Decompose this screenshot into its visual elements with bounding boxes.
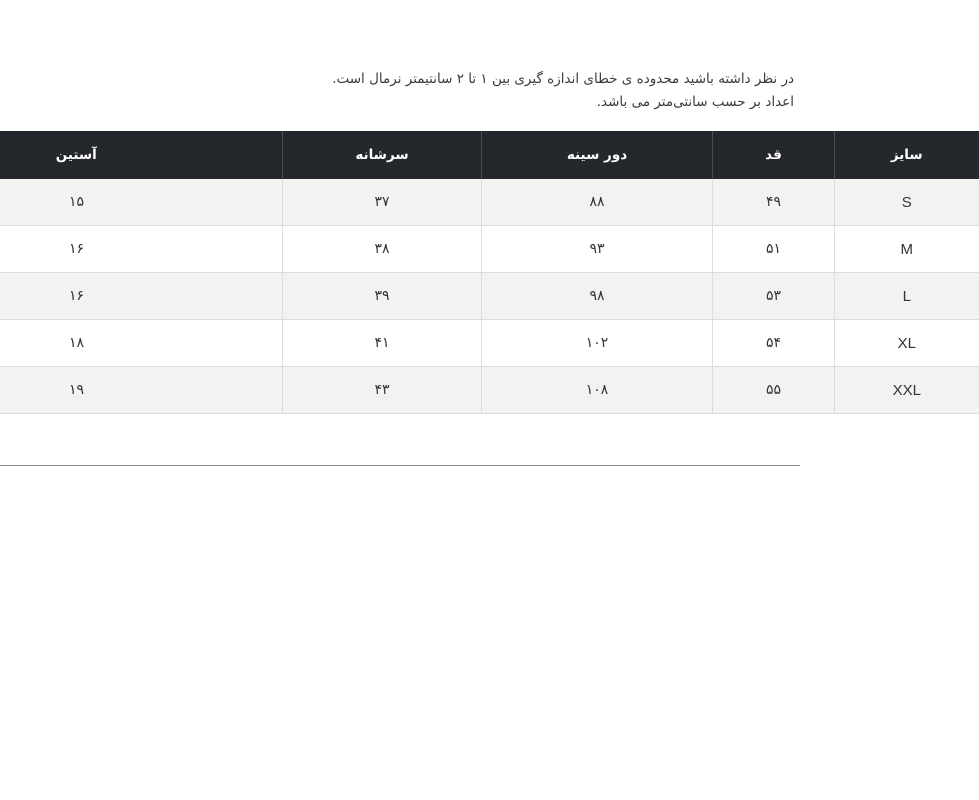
cell-length: ۵۵ <box>713 367 835 414</box>
table-row <box>0 226 979 273</box>
cell-chest: ۹۸ <box>482 273 713 320</box>
header-shoulder: سرشانه <box>283 131 482 179</box>
header-chest: دور سینه <box>482 131 713 179</box>
cell-size: XXL <box>835 367 979 414</box>
cell-length: ۵۴ <box>713 320 835 367</box>
cell-chest: ۹۳ <box>482 226 713 273</box>
header-sleeve: آستین <box>0 131 283 179</box>
cell-sleeve: ۱۸ <box>0 320 283 367</box>
cell-shoulder: ۳۷ <box>283 179 482 226</box>
cell-length: ۵۳ <box>713 273 835 320</box>
table-header-row <box>0 131 979 179</box>
table-row <box>0 273 979 320</box>
measurement-notes <box>0 68 794 114</box>
cell-chest: ۸۸ <box>482 179 713 226</box>
table-row <box>0 179 979 226</box>
cell-shoulder: ۳۹ <box>283 273 482 320</box>
header-length: قد <box>713 131 835 179</box>
header-size: سایز <box>835 131 979 179</box>
table-row <box>0 320 979 367</box>
cell-shoulder: ۴۱ <box>283 320 482 367</box>
divider-line <box>0 465 800 466</box>
cell-sleeve: ۱۶ <box>0 226 283 273</box>
cell-length: ۴۹ <box>713 179 835 226</box>
cell-size: L <box>835 273 979 320</box>
cell-size: XL <box>835 320 979 367</box>
cell-sleeve: ۱۶ <box>0 273 283 320</box>
note-units: اعداد بر حسب سانتی‌متر می باشد. <box>596 94 794 110</box>
note-error-margin: در نظر داشته باشید محدوده ی خطای اندازه گیری بین ۱ تا ۲ سانتیمتر نرمال است. <box>332 71 794 87</box>
cell-sleeve: ۱۹ <box>0 367 283 414</box>
cell-chest: ۱۰۸ <box>482 367 713 414</box>
size-table <box>0 131 979 414</box>
cell-shoulder: ۳۸ <box>283 226 482 273</box>
cell-size: S <box>835 179 979 226</box>
cell-shoulder: ۴۳ <box>283 367 482 414</box>
cell-size: M <box>835 226 979 273</box>
cell-chest: ۱۰۲ <box>482 320 713 367</box>
table-row <box>0 367 979 414</box>
cell-length: ۵۱ <box>713 226 835 273</box>
cell-sleeve: ۱۵ <box>0 179 283 226</box>
